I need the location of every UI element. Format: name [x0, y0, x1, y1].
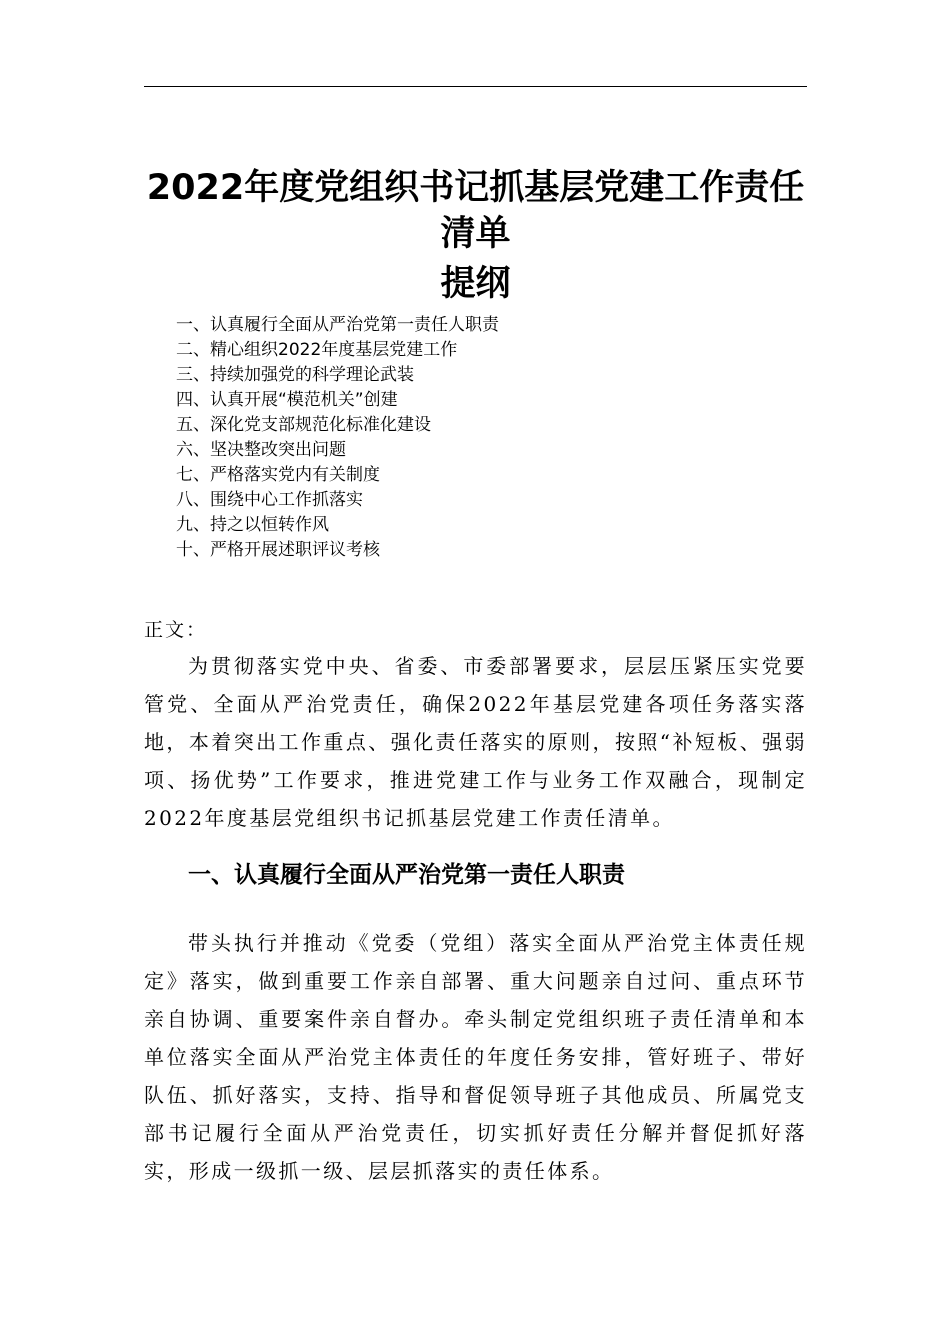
outline-list: [176, 313, 499, 563]
outline-item: 六、坚决整改突出问题: [176, 440, 346, 460]
document-title: [144, 166, 807, 256]
outline-item: 四、认真开展“模范机关”创建: [176, 390, 398, 410]
document-title-line1: 2022年度党组织书记抓基层党建工作责任: [146, 168, 805, 208]
document-title-line2: 清单: [440, 214, 511, 254]
outline-item: 一、认真履行全面从严治党第一责任人职责: [176, 315, 499, 335]
outline-item: 五、深化党支部规范化标准化建设: [176, 415, 431, 435]
body-label: 正文：: [144, 619, 208, 641]
section-heading: 一、认真履行全面从严治党第一责任人职责: [188, 862, 625, 888]
outline-item: 七、严格落实党内有关制度: [176, 465, 380, 485]
outline-heading: 提纲: [440, 264, 511, 304]
outline-item: 八、围绕中心工作抓落实: [176, 490, 363, 510]
outline-item: 三、持续加强党的科学理论武装: [176, 365, 414, 385]
header-rule: [144, 86, 807, 87]
section-paragraph: 带头执行并推动《党委（党组）落实全面从严治党主体责任规定》落实，做到重要工作亲自部署、重大问题亲自过问、重点环节亲自协调、重要案件亲自督办。牵头制定党组织班子责任清单和本单位落实全面从严治党主体责任的年度任务安排，管好班子、带好队伍、抓好落实，支持、指导和督促领导班子其他成员、所属党支部书记履行全面从严治党责任，切实抓好责任分解并督促抓好落实，形成一级抓一级、层层抓落实的责任体系。: [144, 931, 807, 1183]
outline-item: 十、严格开展述职评议考核: [176, 540, 380, 560]
intro-paragraph: 为贯彻落实党中央、省委、市委部署要求，层层压紧压实党要管党、全面从严治党责任，确保2022年基层党建各项任务落实落地，本着突出工作重点、强化责任落实的原则，按照“补短板、强弱项、扬优势”工作要求，推进党建工作与业务工作双融合，现制定2022年度基层党组织书记抓基层党建工作责任清单。: [144, 654, 807, 830]
outline-item: 二、精心组织2022年度基层党建工作: [176, 340, 458, 360]
outline-item: 九、持之以恒转作风: [176, 515, 329, 535]
